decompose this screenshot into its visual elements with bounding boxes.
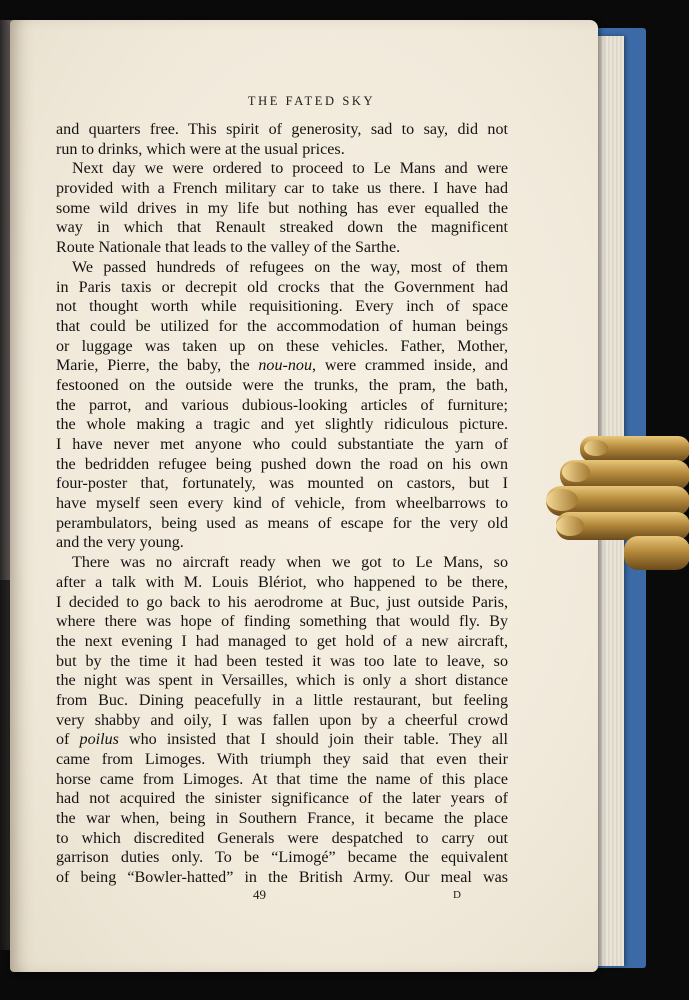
- text-line: the war when, being in Southern France, it became the place: [56, 810, 508, 828]
- text-line: where there was hope of finding something that would fly. By: [56, 613, 508, 631]
- text-line: Route Nationale that leads to the valley of the Sarthe.: [56, 239, 401, 257]
- text-line: the whole making a tragic and yet slightly ridiculous picture.: [56, 416, 508, 434]
- text-line: from Buc. Dining peacefully in a little restaurant, but feeling: [56, 691, 508, 709]
- text-line: that could be utilized for the accommodation of human beings: [56, 317, 508, 335]
- text-line: There was no aircraft ready when we got to Le Mans, so: [72, 554, 508, 572]
- page-number: 49: [253, 887, 266, 902]
- text-line: the parrot, and various dubious-looking articles of furniture;: [56, 396, 508, 414]
- text-line: the bedridden refugee being pushed down the road on his own: [56, 455, 508, 473]
- text-line: four-poster that, fortunately, was mounted on castors, but I: [56, 475, 508, 493]
- text-line: of being “Bowler-hatted” in the British Army. Our meal was: [56, 869, 508, 887]
- text-line: I decided to go back to his aerodrome at Buc, just outside Paris,: [56, 593, 508, 611]
- text-line: perambulators, being used as means of escape for the very old: [56, 514, 508, 532]
- running-head: THE FATED SKY: [247, 94, 376, 108]
- text-line: came from Limoges. With triumph they said that even their: [56, 751, 508, 768]
- text-line: provided with a French military car to take us there. I have had: [56, 180, 508, 198]
- text-line: have myself seen every kind of vehicle, from wheelbarrows to: [56, 495, 508, 513]
- text-line: run to drinks, which were at the usual prices.: [56, 140, 345, 158]
- book-page: [10, 20, 598, 972]
- text-line: festooned on the outside were the trunks, the pram, the bath,: [56, 376, 508, 394]
- text-line: Next day we were ordered to proceed to Le Mans and were: [72, 160, 508, 178]
- text-line: very shabby and oily, I was fallen upon by a cheerful crowd: [56, 711, 508, 729]
- text-line: but by the time it had been tested it was too late to leave, so: [56, 652, 508, 670]
- text-line: of poilus who insisted that I should join their table. They all: [56, 731, 509, 749]
- text-line: and quarters free. This spirit of generosity, sad to say, did not: [56, 121, 508, 138]
- text-line: not thought worth while requisitioning. Every inch of space: [56, 298, 508, 316]
- text-line: and the very young.: [56, 534, 184, 552]
- text-line: We passed hundreds of refugees on the way, most of them: [72, 258, 508, 276]
- text-line: in Paris taxis or decrepit old crocks that the Government had: [56, 278, 508, 296]
- text-line: some wild drives in my life but nothing has ever equalled the: [56, 199, 508, 217]
- text-line: to which discredited Generals were despatched to carry out: [56, 829, 508, 847]
- text-line: horse came from Limoges. At that time the name of this place: [56, 770, 508, 788]
- text-line: Marie, Pierre, the baby, the nou-nou, were crammed inside, and: [56, 357, 508, 375]
- text-line: or luggage was taken up on these vehicles. Father, Mother,: [56, 337, 508, 355]
- text-line: had not acquired the sinister significance of the later years of: [56, 790, 508, 808]
- text-line: garrison duties only. To be “Limogé” became the equivalent: [56, 849, 508, 867]
- brass-hand-icon: [540, 432, 689, 572]
- text-line: after a talk with M. Louis Blériot, who happened to be there,: [56, 573, 508, 591]
- text-line: I have never met anyone who could substantiate the yarn of: [56, 436, 508, 453]
- body-text: [56, 120, 508, 888]
- text-line: the next evening I had managed to get hold of a new aircraft,: [56, 632, 508, 650]
- signature-mark: D: [453, 889, 462, 901]
- text-line: way in which that Renault streaked down the magnificent: [56, 219, 508, 237]
- text-line: the night was spent in Versailles, which is only a short distance: [56, 672, 508, 690]
